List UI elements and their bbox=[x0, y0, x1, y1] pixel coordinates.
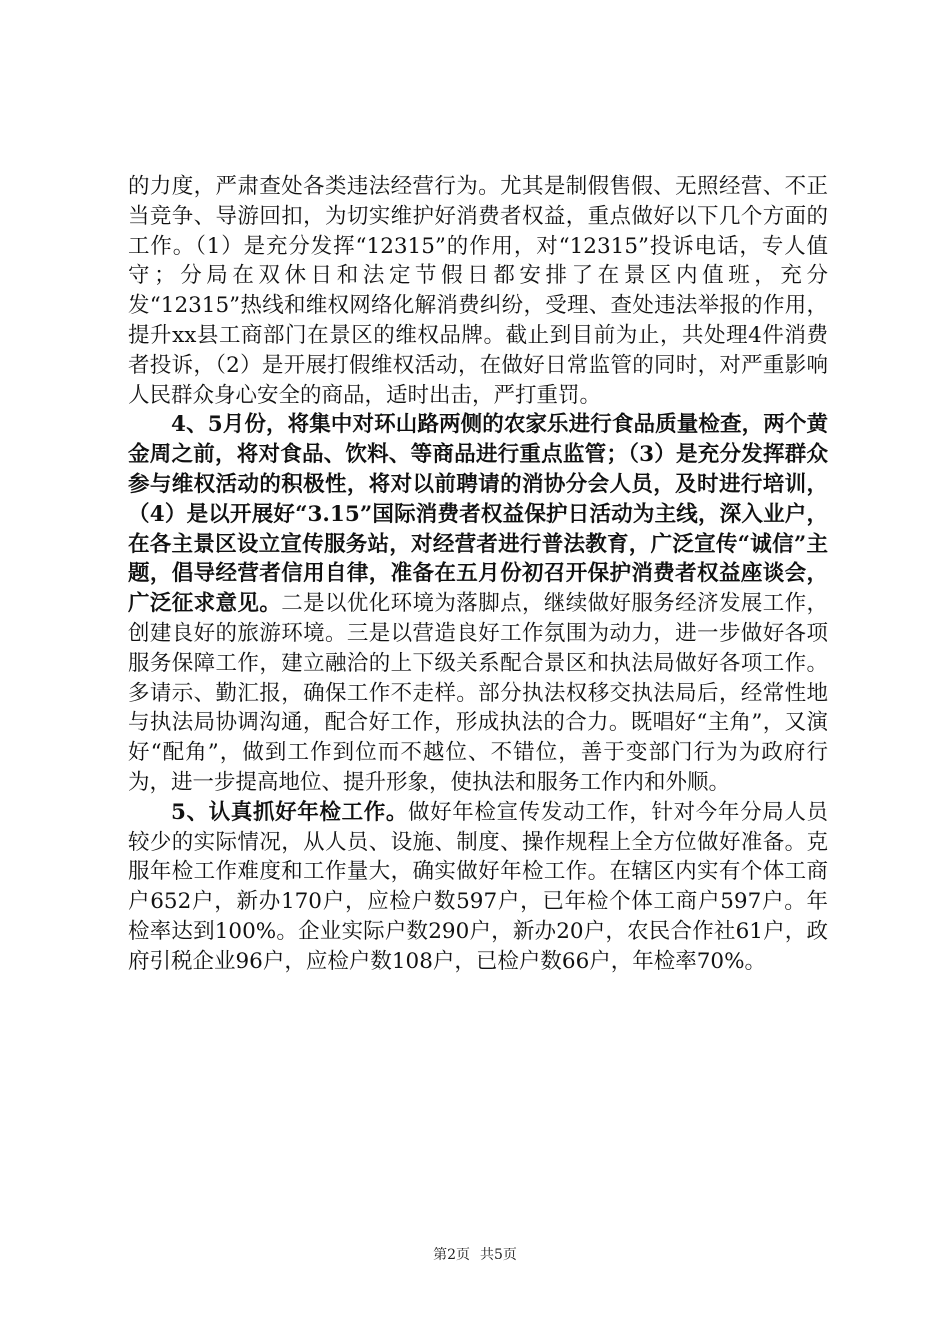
paragraph-text: 做好年检宣传发动工作，针对今年分局人员较少的实际情况，从人员、设施、制度、操作规程上全方位做好准备。克服年检工作难度和工作量大，确实做好年检工作。在辖区内实有个体工商户652户，新办170户，应检户数597户，已年检个体工商户597户。年检率达到100%。企业实际户数290户，新办20户，农民合作社61户，政府引税企业96户，应检户数108户，已检户数66户，年检率70%。 bbox=[128, 799, 828, 974]
page-footer bbox=[0, 1244, 950, 1264]
paragraph-bold-lead: 4、5月份，将集中对环山路两侧的农家乐进行食品质量检查，两个黄金周之前，将对食品、饮料、等商品进行重点监管；（3）是充分发挥群众参与维权活动的积极性，将对以前聘请的消协分会人员，及时进行培训，（4）是以开展好“3.15”国际消费者权益保护日活动为主线，深入业户，在各主景区设立宣传服务站，对经营者进行普法教育，广泛宣传“诚信”主题，倡导经营者信用自律，准备在五月份初召开保护消费者权益座谈会，广泛征求意见。 bbox=[128, 412, 828, 617]
page-number: 第2页 bbox=[433, 1247, 470, 1263]
paragraph-bold-lead: 5、认真抓好年检工作。 bbox=[171, 799, 408, 825]
document-body bbox=[128, 172, 828, 977]
page-total: 共5页 bbox=[480, 1247, 517, 1263]
paragraph-text: 二是以优化环境为落脚点，继续做好服务经济发展工作，创建良好的旅游环境。三是以营造良好工作氛围为动力，进一步做好各项服务保障工作，建立融洽的上下级关系配合景区和执法局做好各项工作。多请示、勤汇报，确保工作不走样。部分执法权移交执法局后，经常性地与执法局协调沟通，配合好工作，形成执法的合力。既唱好“主角”，又演好“配角”，做到工作到位而不越位、不错位，善于变部门行为为政府行为，进一步提高地位、提升形象，使执法和服务工作内和外顺。 bbox=[128, 591, 828, 795]
paragraph-item-5 bbox=[128, 798, 828, 977]
paragraph-item-4 bbox=[128, 410, 828, 797]
paragraph-consumer-rights bbox=[128, 172, 828, 410]
paragraph-text: 的力度，严肃查处各类违法经营行为。尤其是制假售假、无照经营、不正当竞争、导游回扣，为切实维护好消费者权益，重点做好以下几个方面的工作。（1）是充分发挥“12315”的作用，对“12315”投诉电话，专人值守；分局在双休日和法定节假日都安排了在景区内值班，充分发“12315”热线和维权网络化解消费纠纷，受理、查处违法举报的作用，提升xx县工商部门在景区的维权品牌。截止到目前为止，共处理4件消费者投诉，（2）是开展打假维权活动，在做好日常监管的同时，对严重影响人民群众身心安全的商品，适时出击，严打重罚。 bbox=[128, 174, 828, 408]
